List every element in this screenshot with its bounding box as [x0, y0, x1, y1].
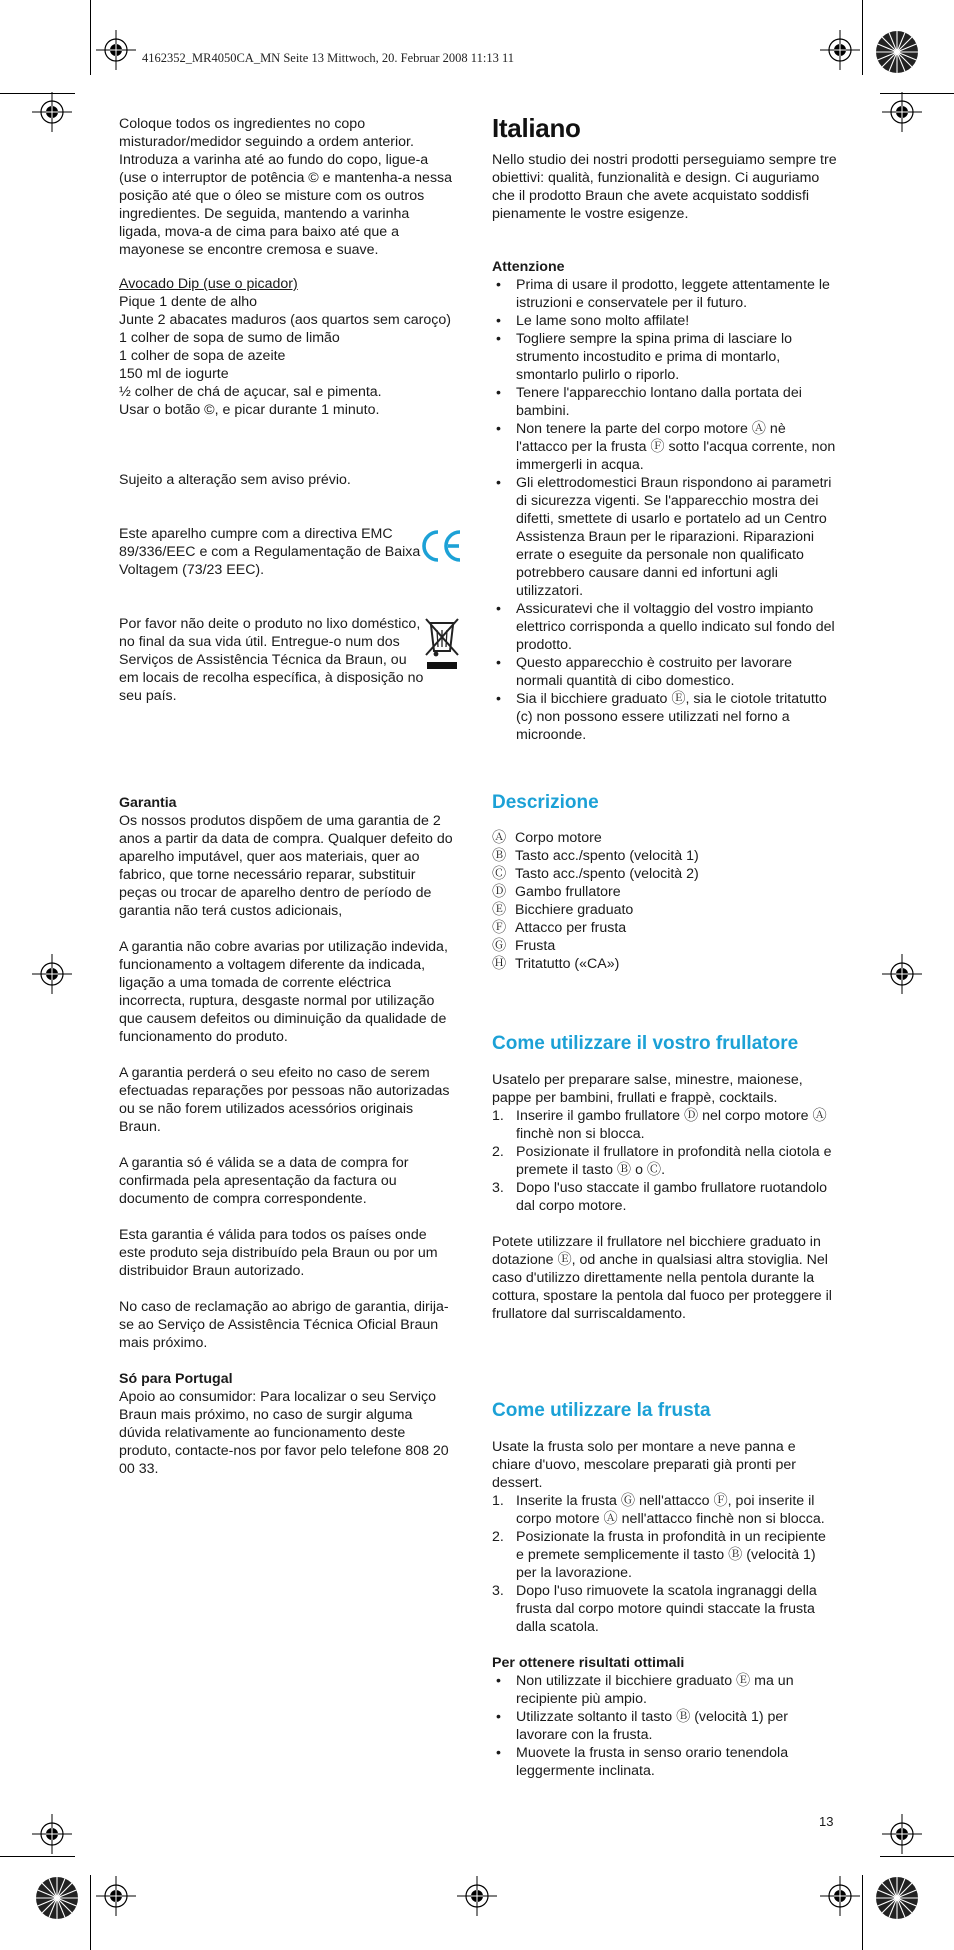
crop-line-top-left	[90, 0, 91, 75]
list-item: • Prima di usare il prodotto, leggete attentamente le istruzioni e conservatele per il futuro.	[492, 276, 837, 312]
frusta-intro: Usate la frusta solo per montare a neve panna e chiare d'uovo, mescolare preparati già pronti per dessert.	[492, 1439, 796, 1491]
ce-mark-icon	[420, 526, 464, 570]
part-label: Bicchiere graduato	[515, 902, 634, 918]
crop-line-right-bottom	[880, 1856, 954, 1857]
avocado-line: ½ colher de chá de açucar, sal e pimenta.	[119, 384, 382, 400]
registration-mark-top-right	[820, 30, 860, 70]
portugal-paragraph: Apoio ao consumidor: Para localizar o seu Serviço Braun mais próximo, no caso de surgir alguma dúvida relativamente ao funcionamento deste produto, contacte-nos por favor pelo telefone 808 20 00 33.	[119, 1389, 449, 1477]
registration-mark-bottom-left	[96, 1876, 136, 1916]
step-number: 1.	[492, 1108, 504, 1124]
star-target-bottom-left	[35, 1876, 79, 1920]
part-label: Tritatutto («CA»)	[515, 956, 620, 972]
avocado-dip-title: Avocado Dip (use o picador)	[119, 276, 298, 292]
step-number: 1.	[492, 1493, 504, 1509]
list-item: • Questo apparecchio è costruito per lavorare normali quantità di cibo domestico.	[492, 654, 837, 690]
avocado-line: Pique 1 dente de alho	[119, 294, 258, 310]
attenzione-section	[492, 258, 837, 744]
italian-intro-paragraph: Nello studio dei nostri prodotti perseguiamo sempre tre obiettivi: qualità, funzionalità e design. Ci auguriamo che il prodotto Braun che avete acquistato soddisfi pienamente le vostre esigenze.	[492, 152, 837, 222]
list-item	[492, 1179, 837, 1215]
list-item	[492, 1107, 837, 1143]
part-label: Gambo frullatore	[515, 884, 621, 900]
list-item: • Non utilizzate il bicchiere graduato Ⓔ ma un recipiente più ampio.	[492, 1672, 837, 1708]
list-item	[492, 1582, 837, 1636]
italian-intro	[492, 151, 837, 223]
portuguese-intro-paragraph	[119, 115, 453, 259]
portugal-heading: Só para Portugal	[119, 1371, 233, 1387]
part-label: Tasto acc./spento (velocità 1)	[515, 848, 699, 864]
part-label: Corpo motore	[515, 830, 602, 846]
change-notice	[119, 471, 453, 489]
part-letter: Ⓔ	[492, 902, 507, 918]
part-letter: Ⓗ	[492, 956, 507, 972]
list-item: • Gli elettrodomestici Braun rispondono ai parametri di sicurezza vigenti. Se l'apparecchio mostra dei difetti, smettete di usarlo e portatelo ad un Centro Assistenza Braun per le riparazioni. Riparazioni errate o eseguite da personale non qualificato potrebbero causare danni ed infortuni agli utilizzatori.	[492, 474, 837, 600]
garantia-paragraph: No caso de reclamação ao abrigo de garantia, dirija-se ao Serviço de Assistência Técnica Oficial Braun mais próximo.	[119, 1299, 449, 1351]
list-item: • Tenere l'apparecchio lontano dalla portata dei bambini.	[492, 384, 837, 420]
garantia-paragraph: Os nossos produtos dispõem de uma garantia de 2 anos a partir da data de compra. Qualquer defeito do aparelho imputável, quer aos materiais, quer ao fabrico, que torne necessário reparar, substituir peças ou trocar de aparelho dentro de período de garantia não terá custos adicionais,	[119, 813, 453, 919]
registration-mark-left-middle	[32, 954, 72, 994]
star-target-bottom-right	[875, 1876, 919, 1920]
risultati-heading: Per ottenere risultati ottimali	[492, 1655, 685, 1671]
star-target-top-right	[875, 30, 919, 74]
part-label: Tasto acc./spento (velocità 2)	[515, 866, 699, 882]
garantia-paragraph: A garantia não cobre avarias por utilização indevida, funcionamento a voltagem diferente da indicada, ligação a uma tomada de corrente eléctrica incorrecta, ruptura, desgaste normal por utilização que causem defeitos ou diminuição da qualidade de funcionamento do produto.	[119, 939, 448, 1045]
avocado-dip-recipe	[119, 275, 453, 419]
step-number: 3.	[492, 1583, 504, 1599]
registration-mark-left-top	[32, 92, 72, 132]
ce-compliance-paragraph: Este aparelho cumpre com a directiva EMC 89/336/EEC e com a Regulamentação de Baixa Voltagem (73/23 EEC).	[119, 526, 421, 578]
list-item: • Assicuratevi che il voltaggio del vostro impianto elettrico corrisponda a quello indicato sul fondo del prodotto.	[492, 600, 837, 654]
garantia-heading: Garantia	[119, 795, 177, 811]
attenzione-heading: Attenzione	[492, 259, 565, 275]
registration-mark-bottom-right	[820, 1876, 860, 1916]
part-letter: Ⓕ	[492, 920, 507, 936]
step-text: Posizionate la frusta in profondità in un recipiente e premete semplicemente il tasto Ⓑ (velocità 1) per la lavorazione.	[516, 1529, 826, 1581]
descrizione-heading: Descrizione	[492, 792, 599, 813]
frusta-heading: Come utilizzare la frusta	[492, 1400, 711, 1421]
list-item	[492, 1143, 837, 1179]
registration-mark-bottom-center	[457, 1876, 497, 1916]
step-text: Inserire il gambo frullatore Ⓓ nel corpo motore Ⓐ finchè non si blocca.	[516, 1108, 827, 1142]
registration-mark-right-middle	[882, 954, 922, 994]
avocado-line: 1 colher de sopa de azeite	[119, 348, 286, 364]
frullatore-note: Potete utilizzare il frullatore nel bicchiere graduato in dotazione Ⓔ, od anche in qualsiasi altra stoviglia. Nel caso d'utilizzo direttamente nella pentola durante la cottura, spostare la pentola dal fuoco per proteggere il frullatore dal surriscaldamento.	[492, 1234, 832, 1322]
descrizione-section	[492, 829, 837, 973]
page-title: Italiano	[492, 113, 581, 143]
registration-mark-right-top	[882, 92, 922, 132]
crop-line-bottom-left	[90, 1875, 91, 1950]
list-item: • Muovete la frusta in senso orario tenendola leggermente inclinata.	[492, 1744, 837, 1780]
list-item: • Non tenere la parte del corpo motore Ⓐ nè l'attacco per la frusta Ⓕ sotto l'acqua corrente, non immergerli in acqua.	[492, 420, 837, 474]
list-item	[492, 1528, 837, 1582]
list-item	[492, 883, 837, 901]
part-letter: Ⓑ	[492, 848, 507, 864]
list-item	[492, 1492, 837, 1528]
avocado-line: Junte 2 abacates maduros (aos quartos sem caroço)	[119, 312, 451, 328]
list-item: • Utilizzate soltanto il tasto Ⓑ (velocità 1) per lavorare con la frusta.	[492, 1708, 837, 1744]
part-label: Frusta	[515, 938, 556, 954]
frullatore-heading: Come utilizzare il vostro frullatore	[492, 1033, 799, 1054]
crop-line-top-right	[862, 0, 863, 75]
crossed-out-bin-icon	[424, 617, 460, 671]
list-item: • Sia il bicchiere graduato Ⓔ, sia le ciotole tritatutto (c) non possono essere utilizzati nel forno a microonde.	[492, 690, 837, 744]
avocado-line: 1 colher de sopa de sumo de limão	[119, 330, 340, 346]
step-number: 3.	[492, 1180, 504, 1196]
registration-mark-right-bottom	[882, 1814, 922, 1854]
step-text: Posizionate il frullatore in profondità nella ciotola e premete il tasto Ⓑ o Ⓒ.	[516, 1144, 832, 1178]
step-number: 2.	[492, 1529, 504, 1545]
part-letter: Ⓓ	[492, 884, 507, 900]
list-item	[492, 847, 837, 865]
attenzione-list	[492, 276, 837, 744]
frusta-steps	[492, 1492, 837, 1636]
disposal-text	[119, 615, 424, 705]
page-number: 13	[819, 1814, 834, 1829]
descrizione-list	[492, 829, 837, 973]
avocado-line: Usar o botão ©, e picar durante 1 minuto.	[119, 402, 380, 418]
crop-line-bottom-right	[862, 1875, 863, 1950]
garantia-paragraph: A garantia perderá o seu efeito no caso de serem efectuadas reparações por pessoas não autorizadas ou se não forem utilizados acessórios originais Braun.	[119, 1065, 450, 1135]
list-item	[492, 829, 837, 847]
frullatore-steps	[492, 1107, 837, 1215]
step-text: Inserite la frusta Ⓖ nell'attacco Ⓕ, poi inserite il corpo motore Ⓐ nell'attacco finchè non si blocca.	[516, 1493, 825, 1527]
part-letter: Ⓐ	[492, 830, 507, 846]
crop-line-left-bottom	[0, 1856, 75, 1857]
list-item	[492, 919, 837, 937]
risultati-list	[492, 1672, 837, 1780]
frullatore-intro: Usatelo per preparare salse, minestre, maionese, pappe per bambini, frullati e frappè, cocktails.	[492, 1072, 803, 1106]
frullatore-section	[492, 1071, 837, 1323]
step-text: Dopo l'uso rimuovete la scatola ingranaggi della frusta dal corpo motore quindi staccate la frusta dalla scatola.	[516, 1583, 817, 1635]
registration-mark-top-left	[96, 30, 136, 70]
avocado-line: 150 ml de iogurte	[119, 366, 229, 382]
list-item	[492, 865, 837, 883]
part-letter: Ⓒ	[492, 866, 507, 882]
garantia-section	[119, 794, 453, 1478]
list-item: • Togliere sempre la spina prima di lasciare lo strumento incostudito e prima di montarlo, smontarlo pulirlo o riporlo.	[492, 330, 837, 384]
list-item	[492, 937, 837, 955]
list-item	[492, 901, 837, 919]
registration-mark-left-bottom	[32, 1814, 72, 1854]
garantia-paragraph: Esta garantia é válida para todos os países onde este produto seja distribuído pela Braun ou por um distribuidor Braun autorizado.	[119, 1227, 438, 1279]
part-letter: Ⓖ	[492, 938, 507, 954]
part-label: Attacco per frusta	[515, 920, 627, 936]
frusta-section	[492, 1438, 837, 1780]
ce-compliance-text	[119, 525, 424, 579]
mayonnaise-instructions: Coloque todos os ingredientes no copo misturador/medidor seguindo a ordem anterior. Introduza a varinha até ao fundo do copo, ligue-a (use o interruptor de potência © e mantenha-a nessa posição até que o óleo se misture com os outros ingredientes. De seguida, mantendo a varinha ligada, mova-a de cima para baixo até que a mayonese se encontre cremosa e suave.	[119, 116, 453, 258]
step-text: Dopo l'uso staccate il gambo frullatore ruotandolo dal corpo motore.	[516, 1180, 828, 1214]
list-item	[492, 955, 837, 973]
change-notice-text: Sujeito a alteração sem aviso prévio.	[119, 472, 351, 488]
disposal-paragraph: Por favor não deite o produto no lixo doméstico, no final da sua vida útil. Entregue-o num dos Serviços de Assistência Técnica da Braun, ou em locais de recolha específica, à disposição no seu país.	[119, 616, 424, 704]
list-item: • Le lame sono molto affilate!	[492, 312, 837, 330]
step-number: 2.	[492, 1144, 504, 1160]
print-header-line: 4162352_MR4050CA_MN Seite 13 Mittwoch, 20. Februar 2008 11:13 11	[142, 51, 514, 65]
garantia-paragraph: A garantia só é válida se a data de compra for confirmada pela apresentação da factura ou documento de compra correspondente.	[119, 1155, 409, 1207]
